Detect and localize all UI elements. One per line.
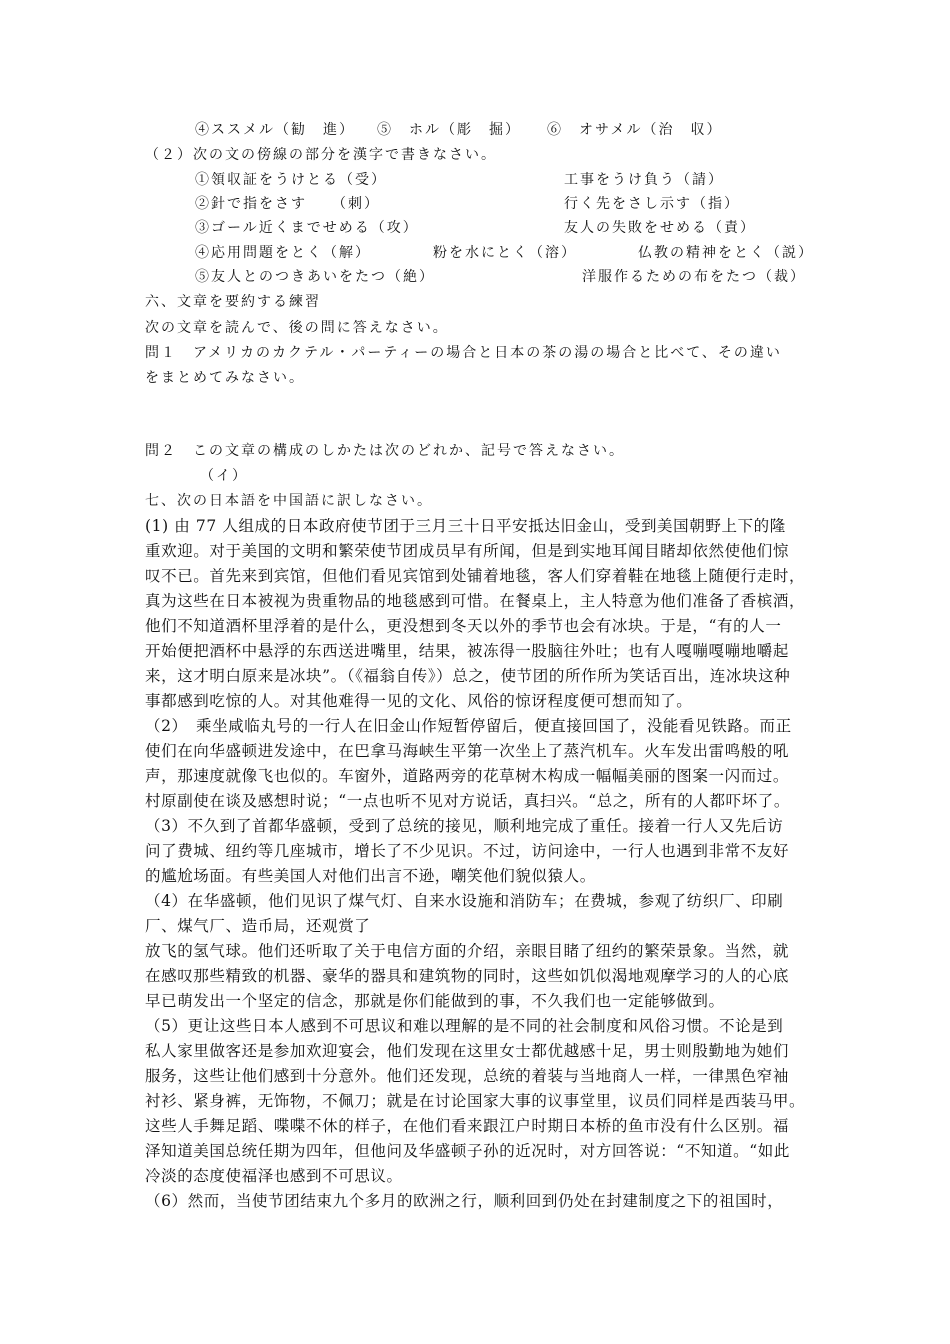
q2-item-4a: ④応用問題をとく（解） [195,245,371,261]
q2-item-left: ②針で指をさす （刺） [195,196,380,212]
question-2-answer: （イ） [200,468,248,484]
translation-line: 衬衫、紧身裤，无饰物，不佩刀；就是在讨论国家大事的议事堂里，议员们同样是西装马甲。 [145,1092,806,1110]
translation-line: （3）不久到了首都华盛顿，受到了总统的接见，顺利地完成了重任。接着一行人又先后访 [145,817,784,835]
translation-line: 泽知道美国总统任期为四年，但他问及华盛顿子孙的近况时，对方回答说：“不知道。“如此 [145,1142,790,1160]
translation-line: （6）然而，当使节团结束九个多月的欧洲之行，顺利回到仍处在封建制度之下的祖国时， [145,1192,784,1210]
q2-item-left: ③ゴール近くまでせめる（攻） [195,220,419,236]
translation-line: 开始便把酒杯中悬浮的东西送进嘴里，结果，被冻得一股脑往外吐；也有人嘎嘣嘎嘣地嚼起 [145,642,790,660]
translation-line: 私人家里做客还是参加欢迎宴会，他们发现在这里女士都优越感十足，男士则殷勤地为她们 [145,1042,790,1060]
translation-line: 真为这些在日本被视为贵重物品的地毯感到可惜。在餐桌上，主人特意为他们准备了香槟酒， [145,592,806,610]
reading-item-5: ⑤ ホル（彫 掘） [377,122,521,138]
translation-line: 重欢迎。对于美国的文明和繁荣使节团成员早有所闻，但是到实地耳闻目睹却依然使他们惊 [145,542,790,560]
translation-line: 村原副使在谈及感想时说；“一点也听不见对方说话，真扫兴。“总之，所有的人都吓坏了。 [145,792,790,810]
q2-item-4c: 仏教の精神をとく（説） [638,245,814,261]
translation-line: 冷淡的态度使福泽也感到不可思议。 [145,1167,403,1185]
question-1-line-1: 問１ アメリカのカクテル・パーティーの場合と日本の茶の湯の場合と比べて、その違い [145,345,782,361]
translation-line: 叹不已。首先来到宾馆，但他们看见宾馆到处铺着地毯，客人们穿着鞋在地毯上随便行走时， [145,567,806,585]
question-1-line-2: をまとめてみなさい。 [145,370,305,386]
translation-line: （5）更让这些日本人感到不可思议和难以理解的是不同的社会制度和风俗习惯。不论是到 [145,1017,784,1035]
translation-line: 使们在向华盛顿进发途中，在巴拿马海峡生平第一次坐上了蒸汽机车。火车发出雷鸣般的吼 [145,742,790,760]
question-2: 問２ この文章の構成のしかたは次のどれか、記号で答えなさい。 [145,443,625,459]
q2-item-5a: ⑤友人とのつきあいをたつ（絶） [195,269,435,285]
reading-item-4: ④ススメル（勧 進） [195,122,355,138]
translation-line: 问了费城、纽约等几座城市，增长了不少见识。不过，访问途中，一行人也遇到非常不友好 [145,842,790,860]
translation-line: 声，那速度就像飞也似的。车窗外，道路两旁的花草树木构成一幅幅美丽的图案一闪而过。 [145,767,790,785]
translation-line: 事都感到吃惊的人。对其他难得一见的文化、风俗的惊讶程度便可想而知了。 [145,692,693,710]
reading-item-6: ⑥ オサメル（治 収） [547,122,723,138]
q2-item-right: 友人の失敗をせめる（責） [564,220,756,236]
q2-item-right: 行く先をさし示す（指） [564,196,740,212]
section-6-title: 六、文章を要約する練習 [145,294,321,310]
translation-line: 他们不知道酒杯里浮着的是什么，更没想到冬天以外的季节也会有冰块。于是，“有的人一 [145,617,782,635]
translation-line: （4）在华盛顿，他们见识了煤气灯、自来水设施和消防车；在费城，参观了纺织厂、印刷 [145,892,784,910]
translation-line: 早已萌发出一个坚定的信念，那就是你们能做到的事，不久我们也一定能够做到。 [145,992,725,1010]
translation-line: 在感叹那些精致的机器、豪华的器具和建筑物的同时，这些如饥似渴地观摩学习的人的心底 [145,967,790,985]
q2-item-left: ①領収証をうけとる（受） [195,172,387,188]
translation-line: 放飞的氢气球。他们还听取了关于电信方面的介绍，亲眼目睹了纽约的繁荣景象。当然，就 [145,942,790,960]
q2-item-4b: 粉を水にとく（溶） [433,245,577,261]
translation-line: 这些人手舞足蹈、喋喋不休的样子，在他们看来跟江户时期日本桥的鱼市没有什么区别。福 [145,1117,790,1135]
translation-line: （2） 乘坐咸临丸号的一行人在旧金山作短暂停留后，便直接回国了，没能看见铁路。而正 [145,717,792,735]
q2-item-right: 工事をうけ負う（請） [564,172,724,188]
translation-line: 厂、煤气厂、造币局，还观赏了 [145,917,371,935]
translation-line: 的尴尬场面。有些美国人对他们出言不逊，嘲笑他们貌似猿人。 [145,867,596,885]
section-7-title: 七、次の日本語を中国語に訳しなさい。 [145,493,433,509]
translation-line: 来，这才明白原来是冰块”。（《福翁自传》）总之，使节团的所作所为笑话百出，连冰块这种 [145,667,791,685]
translation-line: 服务，这些让他们感到十分意外。他们还发现，总统的着装与当地商人一样，一律黑色窄袖 [145,1067,790,1085]
question-2-title: （２）次の文の傍線の部分を漢字で書きなさい。 [145,147,497,163]
translation-line: (1) 由 77 人组成的日本政府使节团于三月三十日平安抵达旧金山，受到美国朝野上下的隆 [145,517,786,535]
q2-item-5b: 洋服作るための布をたつ（裁） [582,269,806,285]
section-6-instruction: 次の文章を読んで、後の問に答えなさい。 [145,320,449,336]
